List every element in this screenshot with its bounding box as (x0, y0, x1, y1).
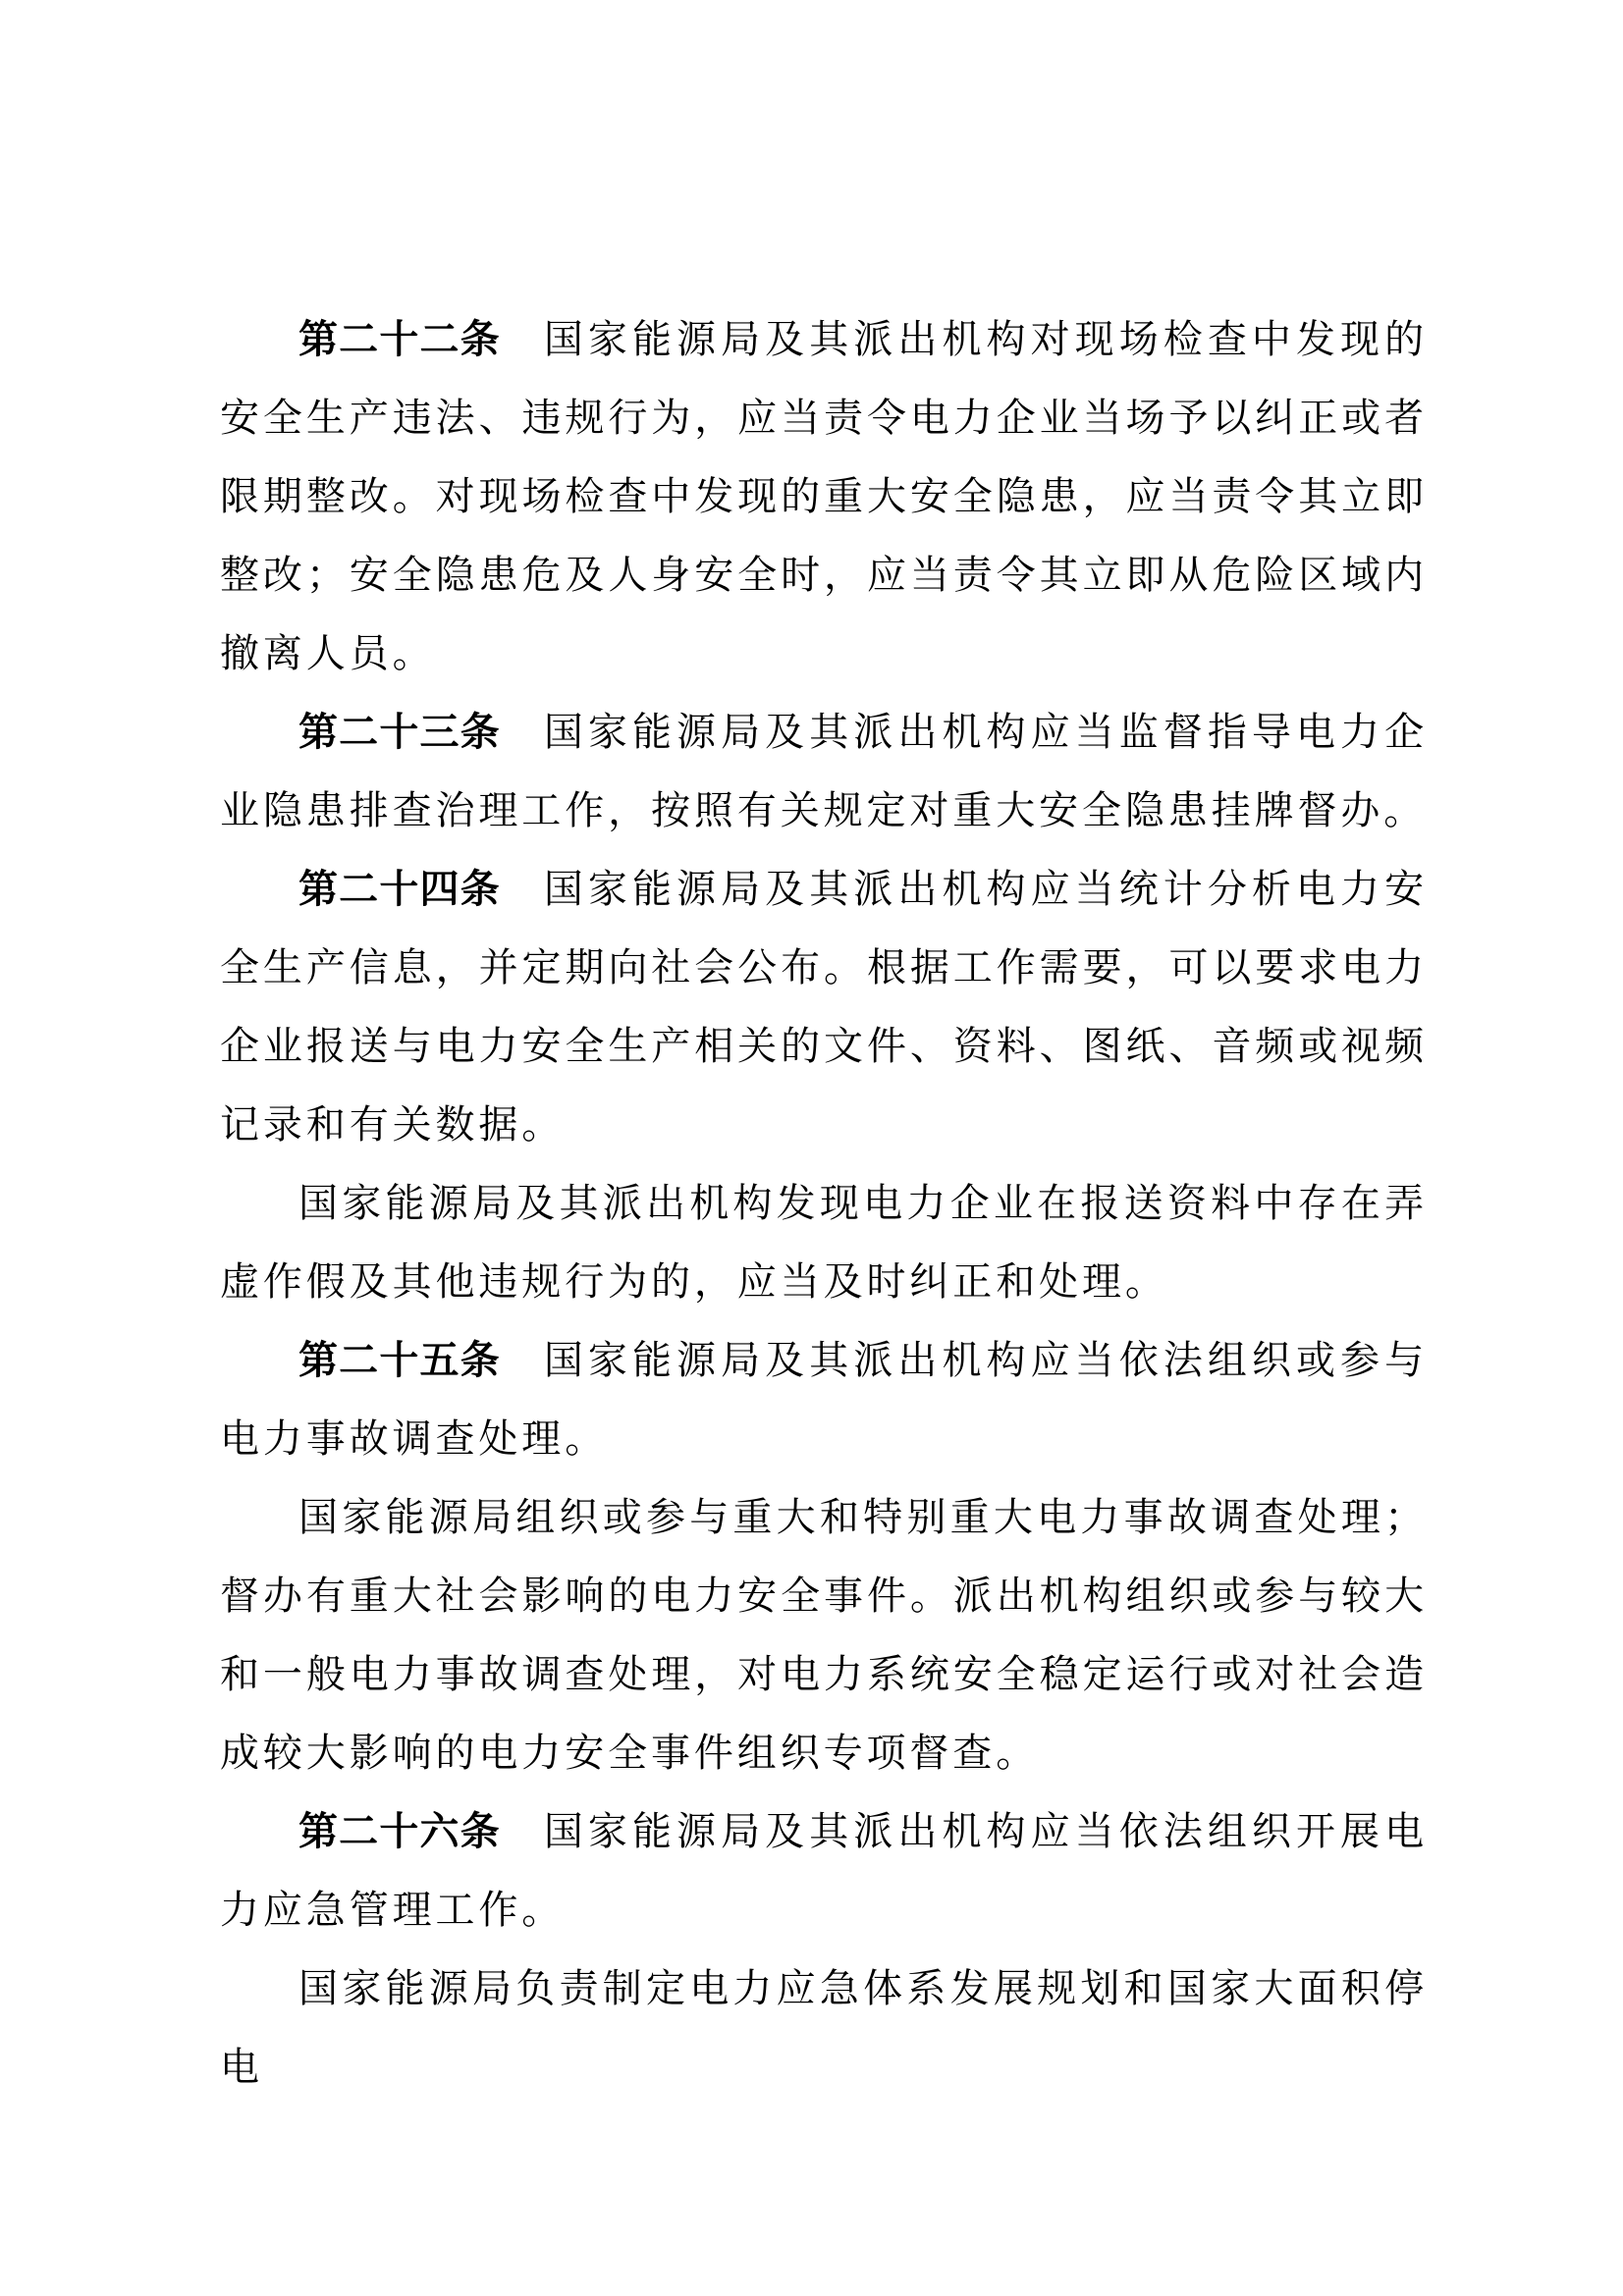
paragraph-article-22 (220, 300, 1428, 693)
paragraph-text: 国家能源局及其派出机构应当依法组织或参与电力事故调查处理。 (220, 1338, 1429, 1462)
paragraph-text: 国家能源局组织或参与重大和特别重大电力事故调查处理；督办有重大社会影响的电力安全事件。派出机构组织或参与较大和一般电力事故调查处理，对电力系统安全稳定运行或对社会造成较大影响的电力安全事件组织专项督查。 (220, 1495, 1428, 1776)
paragraph-text: 国家能源局负责制定电力应急体系发展规划和国家大面积停电 (220, 1966, 1428, 2090)
article-title: 第二十六条 (298, 1809, 501, 1854)
paragraph-article-23 (220, 693, 1428, 850)
document-body (220, 300, 1428, 2107)
article-title: 第二十四条 (298, 867, 501, 912)
paragraph-article-25-clause-2 (220, 1478, 1428, 1792)
paragraph-article-25 (220, 1321, 1428, 1478)
paragraph-text: 国家能源局及其派出机构应当统计分析电力安全生产信息，并定期向社会公布。根据工作需要，可以要求电力企业报送与电力安全生产相关的文件、资料、图纸、音频或视频记录和有关数据。 (220, 867, 1429, 1148)
article-title: 第二十五条 (298, 1338, 501, 1383)
paragraph-article-26-clause-2 (220, 1949, 1428, 2107)
paragraph-article-26 (220, 1792, 1428, 1949)
paragraph-text: 国家能源局及其派出机构对现场检查中发现的安全生产违法、违规行为，应当责令电力企业当场予以纠正或者限期整改。对现场检查中发现的重大安全隐患，应当责令其立即整改；安全隐患危及人身安全时，应当责令其立即从危险区域内撤离人员。 (220, 317, 1429, 676)
article-title: 第二十三条 (298, 710, 501, 755)
article-title: 第二十二条 (298, 317, 501, 362)
paragraph-text: 国家能源局及其派出机构发现电力企业在报送资料中存在弄虚作假及其他违规行为的，应当及时纠正和处理。 (220, 1181, 1428, 1305)
paragraph-article-24 (220, 850, 1428, 1164)
paragraph-article-24-clause-2 (220, 1164, 1428, 1321)
paragraph-text: 国家能源局及其派出机构应当依法组织开展电力应急管理工作。 (220, 1809, 1429, 1933)
paragraph-text: 国家能源局及其派出机构应当监督指导电力企业隐患排查治理工作，按照有关规定对重大安全隐患挂牌督办。 (220, 710, 1429, 833)
